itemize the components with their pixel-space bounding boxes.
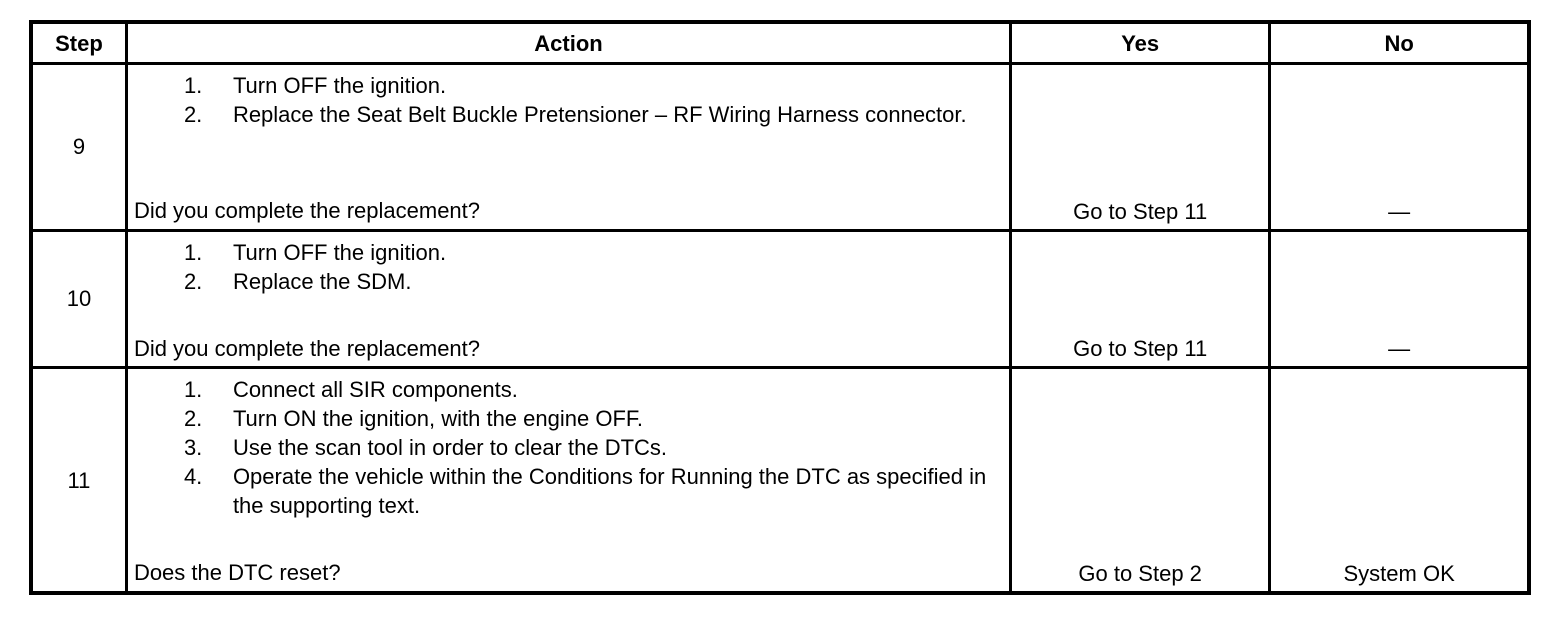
list-item: [128, 404, 1009, 433]
item-number: 1.: [183, 73, 203, 98]
header-action: Action: [126, 22, 1010, 64]
item-text: Replace the Seat Belt Buckle Pretensioner – RF Wiring Harness connector.: [232, 102, 967, 127]
item-number: 2.: [183, 406, 203, 432]
header-no: No: [1270, 22, 1529, 64]
list-item: [128, 375, 1009, 404]
list-item: [128, 71, 1009, 100]
action-cell: [126, 230, 1010, 368]
no-result: —: [1270, 230, 1529, 368]
yes-result: Go to Step 11: [1011, 64, 1270, 231]
question-text: Did you complete the replacement?: [133, 198, 481, 223]
list-item: [128, 462, 1009, 520]
item-text: Replace the SDM.: [232, 268, 412, 294]
item-text: Operate the vehicle within the Conditions for Running the DTC as specified in the supporting text.: [232, 464, 987, 519]
item-number: 4.: [183, 464, 203, 490]
action-list: [128, 65, 1009, 129]
item-text: Turn OFF the ignition.: [232, 73, 447, 98]
header-step: Step: [31, 22, 126, 64]
action-list: [128, 232, 1009, 296]
item-text: Connect all SIR components.: [232, 377, 518, 403]
table-row: [31, 230, 1529, 368]
list-item: [128, 433, 1009, 462]
item-number: 2.: [183, 102, 203, 127]
no-result: System OK: [1270, 368, 1529, 593]
yes-result: Go to Step 2: [1011, 368, 1270, 593]
list-item: [128, 267, 1009, 296]
item-text: Use the scan tool in order to clear the DTCs.: [232, 435, 668, 461]
action-cell: [126, 368, 1010, 593]
question-text: Did you complete the replacement?: [133, 335, 481, 361]
item-number: 1.: [183, 377, 203, 403]
action-list: [128, 369, 1009, 520]
table-row: [31, 368, 1529, 593]
step-number: 9: [31, 64, 126, 231]
diagnostic-table: [29, 20, 1531, 595]
no-result: —: [1270, 64, 1529, 231]
question-text: Does the DTC reset?: [133, 560, 341, 586]
header-yes: Yes: [1011, 22, 1270, 64]
yes-result: Go to Step 11: [1011, 230, 1270, 368]
item-text: Turn OFF the ignition.: [232, 239, 447, 265]
item-number: 2.: [183, 268, 203, 294]
step-number: 11: [31, 368, 126, 593]
list-item: [128, 238, 1009, 267]
list-item: [128, 100, 1009, 129]
header-row: [31, 22, 1529, 64]
item-number: 1.: [183, 239, 203, 265]
action-cell: [126, 64, 1010, 231]
item-number: 3.: [183, 435, 203, 461]
item-text: Turn ON the ignition, with the engine OFF.: [232, 406, 643, 432]
table-row: [31, 64, 1529, 231]
step-number: 10: [31, 230, 126, 368]
